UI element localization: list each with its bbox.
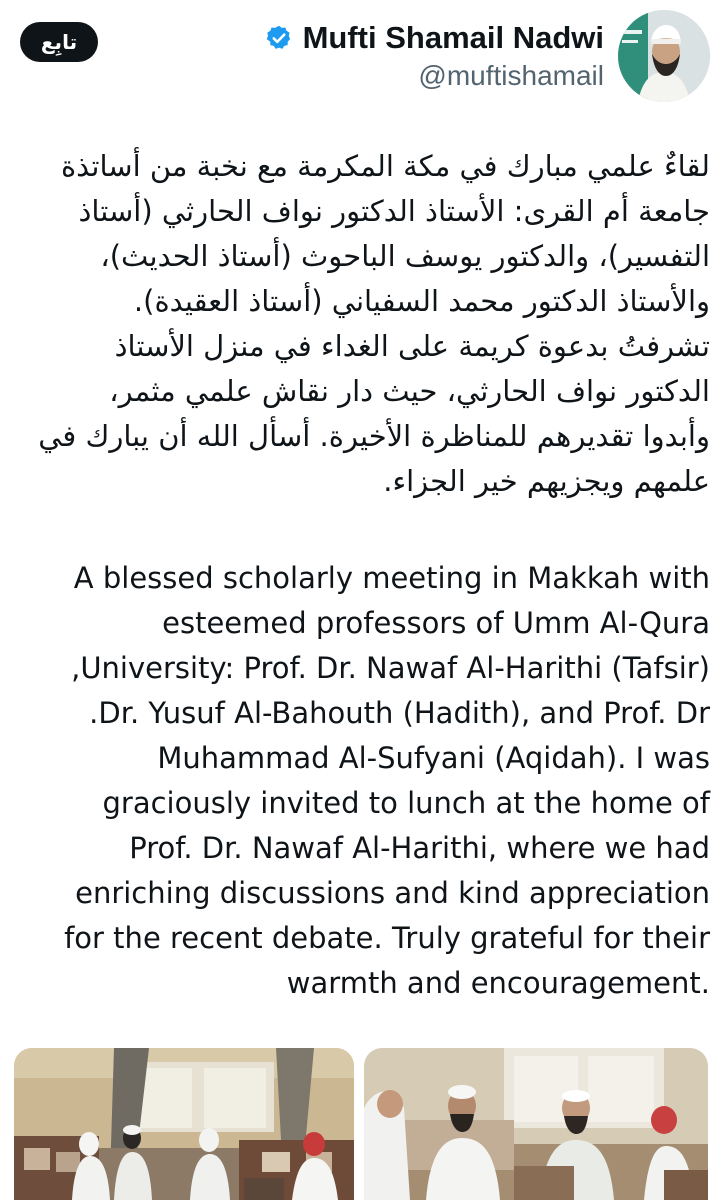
english-line: University: Prof. Dr. Nawaf Al-Harithi (Tafsir), bbox=[71, 651, 710, 685]
english-line: .warmth and encouragement bbox=[286, 966, 710, 1000]
follow-button[interactable]: تابِع bbox=[20, 22, 98, 62]
english-line: A blessed scholarly meeting in Makkah with bbox=[73, 561, 710, 595]
photo-scholars-seated-icon bbox=[364, 1048, 708, 1200]
post-text-english bbox=[10, 556, 710, 1006]
english-line: for the recent debate. Truly grateful for their bbox=[64, 921, 710, 955]
post-media-grid bbox=[14, 1048, 708, 1200]
media-photo-2[interactable] bbox=[364, 1048, 708, 1200]
post-text-arabic bbox=[14, 144, 710, 504]
author-name-row[interactable] bbox=[265, 20, 604, 56]
avatar-photo-icon bbox=[618, 10, 710, 102]
photo-meeting-room-icon bbox=[14, 1048, 354, 1200]
arabic-line: الدكتور نواف الحارثي، حيث دار نقاش علمي مثمر، bbox=[109, 374, 710, 408]
english-line: esteemed professors of Umm Al-Qura bbox=[162, 606, 710, 640]
verified-badge-icon bbox=[265, 24, 293, 52]
arabic-line: وأبدوا تقديرهم للمناظرة الأخيرة. أسأل الله أن يبارك في bbox=[38, 419, 710, 453]
media-photo-1[interactable] bbox=[14, 1048, 354, 1200]
author-display-name[interactable]: Mufti Shamail Nadwi bbox=[302, 20, 604, 55]
arabic-line: والأستاذ الدكتور محمد السفياني (أستاذ العقيدة). bbox=[133, 284, 710, 318]
english-line: Muhammad Al-Sufyani (Aqidah). I was bbox=[157, 741, 710, 775]
english-line: enriching discussions and kind appreciation bbox=[75, 876, 710, 910]
english-line: Prof. Dr. Nawaf Al-Harithi, where we had bbox=[129, 831, 710, 865]
english-line: graciously invited to lunch at the home of bbox=[102, 786, 710, 820]
arabic-line: التفسير)، والدكتور يوسف الباحوث (أستاذ الحديث)، bbox=[100, 239, 710, 273]
arabic-line: علمهم ويجزيهم خير الجزاء. bbox=[383, 464, 710, 498]
author-handle[interactable]: @muftishamail bbox=[418, 60, 604, 91]
arabic-line: تشرفتُ بدعوة كريمة على الغداء في منزل الأستاذ bbox=[114, 329, 710, 363]
english-line: Dr. Yusuf Al-Bahouth (Hadith), and Prof. Dr. bbox=[89, 696, 710, 730]
author-avatar[interactable] bbox=[618, 10, 710, 102]
arabic-line: جامعة أم القرى: الأستاذ الدكتور نواف الحارثي (أستاذ bbox=[78, 194, 710, 228]
arabic-line: لقاءٌ علمي مبارك في مكة المكرمة مع نخبة من أساتذة bbox=[60, 149, 710, 183]
post-header bbox=[0, 0, 722, 110]
